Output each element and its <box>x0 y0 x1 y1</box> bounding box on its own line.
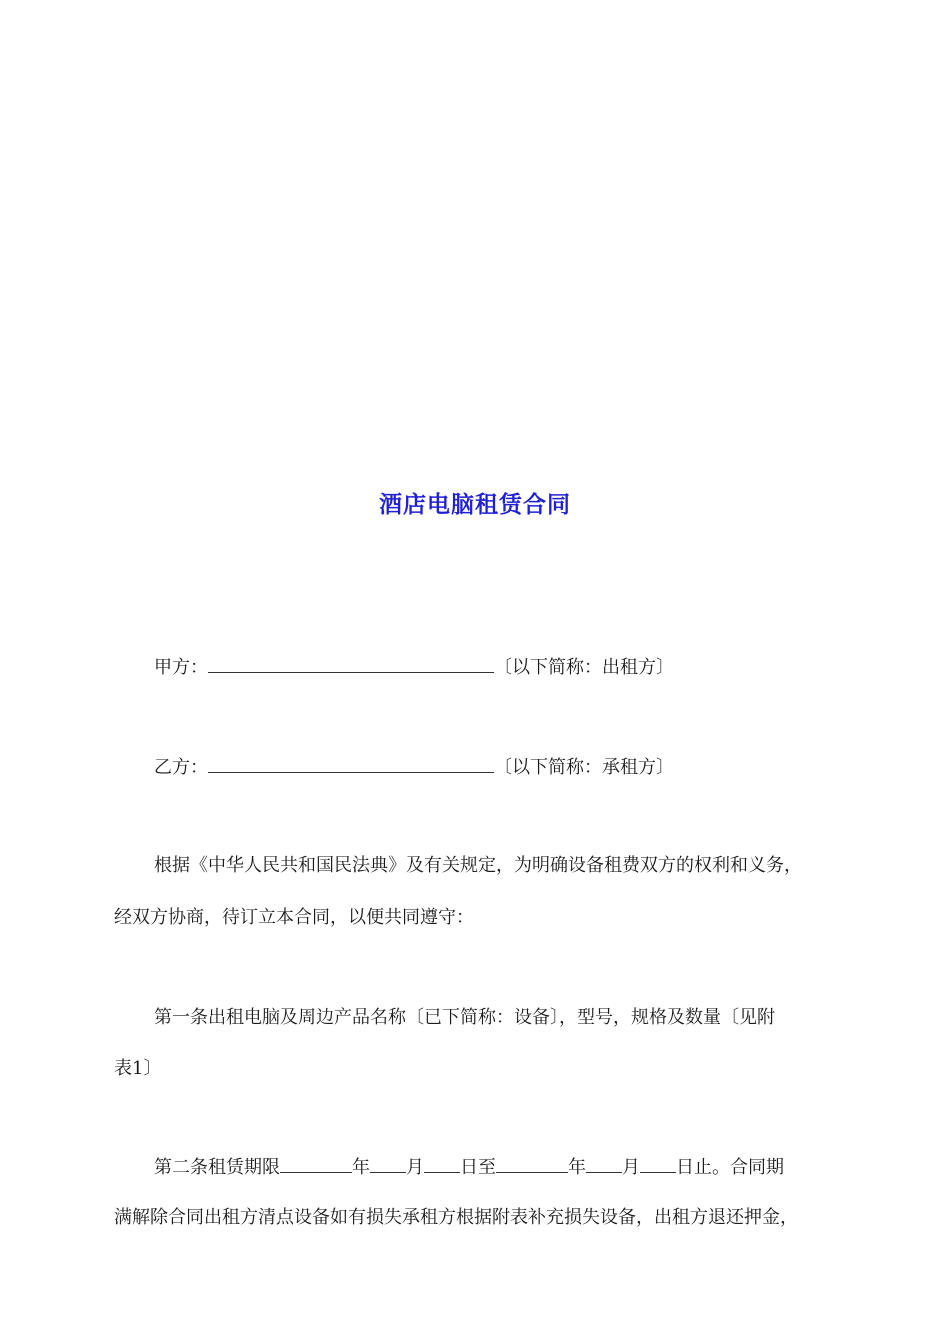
start-day-label: 日至 <box>460 1157 496 1178</box>
end-month-label: 月 <box>622 1157 640 1178</box>
article-2-line-2 <box>114 1196 844 1240</box>
preamble-line-1 <box>114 844 844 888</box>
start-year-blank <box>280 1154 352 1173</box>
preamble-line-2 <box>114 896 844 940</box>
party-b-blank <box>208 754 494 773</box>
article-2-line-1 <box>114 1146 844 1190</box>
party-b-line <box>114 746 844 790</box>
start-year-label: 年 <box>352 1157 370 1178</box>
preamble-text-2: 经双方协商，待订立本合同，以便共同遵守： <box>114 907 474 928</box>
party-b-suffix: 〔以下简称：承租方〕 <box>494 757 674 778</box>
end-year-label: 年 <box>568 1157 586 1178</box>
party-a-suffix: 〔以下简称：出租方〕 <box>494 657 674 678</box>
end-day-label: 日止。合同期 <box>676 1157 784 1178</box>
article-1-text-1: 第一条出租电脑及周边产品名称〔已下简称：设备〕，型号，规格及数量〔见附 <box>154 1007 775 1028</box>
article-1-line-1 <box>114 996 844 1040</box>
start-month-blank <box>370 1154 406 1173</box>
document-title: 酒店电脑租赁合同 <box>379 492 571 518</box>
party-a-label: 甲方： <box>154 657 208 678</box>
party-a-blank <box>208 654 494 673</box>
end-month-blank <box>586 1154 622 1173</box>
start-month-label: 月 <box>406 1157 424 1178</box>
article-1-text-2: 表1〕 <box>114 1058 162 1079</box>
start-day-blank <box>424 1154 460 1173</box>
article-1-line-2 <box>114 1047 844 1091</box>
article-2-text-2: 满解除合同出租方清点设备如有损失承租方根据附表补充损失设备，出租方退还押金， <box>114 1207 798 1228</box>
end-day-blank <box>640 1154 676 1173</box>
party-a-line <box>114 646 844 690</box>
party-b-label: 乙方： <box>154 757 208 778</box>
article-2-heading: 第二条租赁期限 <box>154 1157 280 1178</box>
end-year-blank <box>496 1154 568 1173</box>
preamble-text-1: 根据《中华人民共和国民法典》及有关规定，为明确设备租费双方的权利和义务， <box>154 855 802 876</box>
